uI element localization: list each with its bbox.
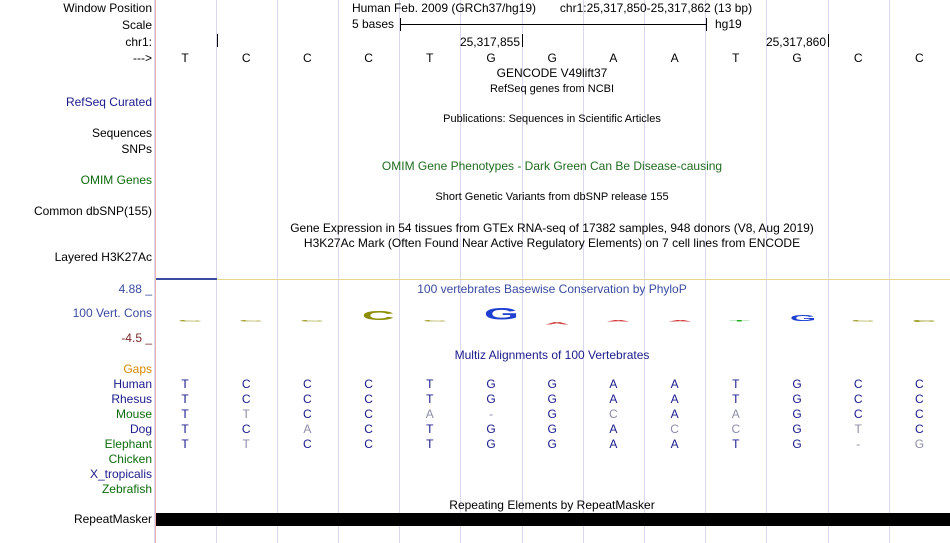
alignment-base: T bbox=[242, 407, 250, 421]
omim-genes-label[interactable]: OMIM Genes bbox=[80, 173, 152, 187]
alignment-base: C bbox=[303, 392, 312, 406]
coord-tick-2 bbox=[828, 34, 829, 47]
publications-track-title: Publications: Sequences in Scientific Articles bbox=[443, 113, 661, 125]
coord-label-2: 25,317,860 bbox=[765, 35, 826, 49]
scale-bar-left-tick bbox=[400, 18, 401, 31]
alignment-base: G bbox=[547, 437, 557, 451]
alignment-base: C bbox=[303, 407, 312, 421]
alignment-base: A bbox=[609, 392, 618, 406]
alignment-base: C bbox=[241, 392, 251, 406]
alignment-base: C bbox=[364, 437, 373, 451]
repeatmasker-bar[interactable] bbox=[156, 513, 950, 526]
sequence-base: C bbox=[241, 51, 251, 65]
gencode-track-title[interactable]: GENCODE V49lift37 bbox=[496, 66, 608, 80]
sequence-base: A bbox=[670, 51, 679, 65]
assembly-text: Human Feb. 2009 (GRCh37/hg19) bbox=[351, 1, 537, 15]
alignment-base: A bbox=[425, 407, 434, 421]
alignment-base: A bbox=[670, 407, 679, 421]
grid-line bbox=[399, 0, 400, 543]
species-label[interactable]: Dog bbox=[129, 422, 152, 436]
dbsnp-label[interactable]: Common dbSNP(155) bbox=[33, 204, 152, 218]
alignment-base: G bbox=[547, 407, 557, 421]
coord-tick-1 bbox=[522, 34, 523, 47]
repeatmasker-track-title: Repeating Elements by RepeatMasker bbox=[449, 498, 655, 512]
grid-line bbox=[705, 0, 706, 543]
phylop-base-glyph: T bbox=[728, 319, 750, 323]
refseq-curated-label[interactable]: RefSeq Curated bbox=[65, 95, 152, 109]
scale-label: Scale bbox=[121, 18, 152, 32]
alignment-base: C bbox=[241, 422, 251, 436]
alignment-base: G bbox=[486, 377, 496, 391]
sequence-base: C bbox=[915, 51, 924, 65]
alignment-base: T bbox=[732, 377, 740, 391]
grid-line bbox=[277, 0, 278, 543]
alignment-base: A bbox=[609, 377, 618, 391]
alignment-base: C bbox=[915, 407, 924, 421]
alignment-base: T bbox=[426, 392, 434, 406]
alignment-base: G bbox=[486, 437, 496, 451]
alignment-base: C bbox=[731, 422, 741, 436]
alignment-base: T bbox=[732, 437, 740, 451]
alignment-base: C bbox=[364, 407, 373, 421]
alignment-base: T bbox=[426, 422, 434, 436]
sequence-base: A bbox=[609, 51, 618, 65]
grid-line bbox=[216, 0, 217, 543]
alignment-base: - bbox=[856, 437, 861, 451]
alignment-base: C bbox=[303, 437, 312, 451]
phylop-base-glyph: G bbox=[484, 303, 519, 324]
alignment-base: G bbox=[914, 437, 925, 451]
chrom-start-tick bbox=[217, 34, 218, 47]
alignment-base: C bbox=[364, 422, 373, 436]
track-separator-line bbox=[155, 279, 950, 280]
alignment-base: G bbox=[547, 422, 557, 436]
sequence-base: T bbox=[732, 51, 740, 65]
alignment-base: C bbox=[364, 377, 373, 391]
grid-line bbox=[460, 0, 461, 543]
alignment-base: G bbox=[792, 377, 802, 391]
grid-line bbox=[828, 0, 829, 543]
scale-bar-right-tick bbox=[706, 18, 707, 31]
repeatmasker-label[interactable]: RepeatMasker bbox=[73, 512, 152, 526]
alignment-base: T bbox=[426, 437, 434, 451]
alignment-base: A bbox=[303, 422, 312, 436]
phylop-base-glyph: G bbox=[790, 313, 817, 323]
alignment-base: T bbox=[181, 437, 189, 451]
refseq-track-subtitle: RefSeq genes from NCBI bbox=[489, 83, 615, 95]
alignment-base: G bbox=[792, 422, 802, 436]
phylop-base-glyph: A bbox=[606, 319, 631, 323]
species-label[interactable]: Zebrafish bbox=[101, 482, 152, 496]
phylop-base-glyph: C bbox=[851, 319, 876, 323]
alignment-base: A bbox=[670, 437, 679, 451]
alignment-base: C bbox=[853, 377, 863, 391]
alignment-base: C bbox=[670, 422, 679, 436]
sequence-base: T bbox=[181, 51, 189, 65]
alignment-base: C bbox=[915, 392, 924, 406]
strand-label: ---> bbox=[133, 51, 152, 65]
alignment-base: G bbox=[547, 392, 557, 406]
alignment-base: A bbox=[670, 392, 679, 406]
position-text: chr1:25,317,850-25,317,862 (13 bp) bbox=[559, 1, 753, 15]
sequence-base: C bbox=[853, 51, 863, 65]
alignment-base: G bbox=[547, 377, 557, 391]
alignment-base: T bbox=[854, 422, 862, 436]
species-label[interactable]: Elephant bbox=[104, 437, 152, 451]
alignment-base: T bbox=[242, 437, 250, 451]
sequence-base: G bbox=[792, 51, 802, 65]
phylop-base-glyph: C bbox=[361, 308, 394, 323]
phylop-track-title: 100 vertebrates Basewise Conservation by PhyloP bbox=[417, 282, 687, 296]
alignment-base: T bbox=[181, 407, 189, 421]
h3k27ac-label[interactable]: Layered H3K27Ac bbox=[54, 250, 152, 264]
species-label[interactable]: X_tropicalis bbox=[89, 467, 152, 481]
phylop-max-label: 4.88 _ bbox=[118, 282, 152, 296]
phylop-base-glyph: C bbox=[422, 319, 448, 323]
alignment-base: C bbox=[303, 377, 312, 391]
phylop-top-bar bbox=[156, 278, 217, 280]
phylop-base-glyph: A bbox=[667, 319, 692, 323]
grid-line bbox=[338, 0, 339, 543]
sequences-label[interactable]: Sequences bbox=[91, 126, 152, 140]
species-label[interactable]: Human bbox=[113, 377, 152, 391]
sequence-base: T bbox=[426, 51, 434, 65]
species-label[interactable]: Rhesus bbox=[111, 392, 152, 406]
dbsnp-track-title: Short Genetic Variants from dbSNP release 155 bbox=[435, 191, 669, 203]
grid-line bbox=[644, 0, 645, 543]
alignment-base: C bbox=[853, 407, 863, 421]
alignment-base: C bbox=[364, 392, 373, 406]
image-left-edge bbox=[155, 0, 156, 543]
alignment-base: T bbox=[181, 422, 189, 436]
coord-label-1: 25,317,855 bbox=[459, 35, 520, 49]
alignment-base: A bbox=[609, 437, 618, 451]
phylop-base-glyph: C bbox=[912, 319, 937, 323]
alignment-base: G bbox=[792, 407, 802, 421]
alignment-base: A bbox=[731, 407, 740, 421]
alignment-base: - bbox=[489, 407, 493, 421]
scale-bar bbox=[400, 24, 706, 25]
scale-text: 5 bases bbox=[351, 17, 395, 31]
omim-track-title: OMIM Gene Phenotypes - Dark Green Can Be Disease-causing bbox=[381, 159, 723, 173]
alignment-base: C bbox=[915, 422, 924, 436]
phylop-base-glyph: C bbox=[239, 319, 264, 323]
phylop-base-glyph: C bbox=[178, 319, 203, 323]
alignment-base: C bbox=[241, 377, 251, 391]
alignment-base: G bbox=[486, 392, 496, 406]
grid-line bbox=[766, 0, 767, 543]
snps-label[interactable]: SNPs bbox=[121, 142, 152, 156]
alignment-base: T bbox=[732, 392, 740, 406]
species-label[interactable]: Mouse bbox=[115, 407, 152, 421]
phylop-min-label: -4.5 _ bbox=[121, 331, 152, 345]
multiz-track-title: Multiz Alignments of 100 Vertebrates bbox=[454, 348, 650, 362]
window-position-label: Window Position bbox=[63, 1, 152, 15]
sequence-base: G bbox=[486, 51, 496, 65]
alignment-base: C bbox=[609, 407, 618, 421]
gaps-label[interactable]: Gaps bbox=[123, 362, 152, 376]
alignment-base: G bbox=[792, 392, 802, 406]
alignment-base: T bbox=[426, 377, 434, 391]
sequence-base: C bbox=[303, 51, 312, 65]
phylop-label[interactable]: 100 Vert. Cons bbox=[72, 306, 152, 320]
h3k27ac-track-title: H3K27Ac Mark (Often Found Near Active Regulatory Elements) on 7 cell lines from ENCODE bbox=[303, 236, 801, 250]
alignment-base: G bbox=[792, 437, 802, 451]
species-label[interactable]: Chicken bbox=[108, 452, 152, 466]
alignment-base: T bbox=[181, 377, 189, 391]
sequence-base: C bbox=[364, 51, 373, 65]
phylop-base-glyph: A bbox=[545, 321, 570, 326]
alignment-base: G bbox=[486, 422, 496, 436]
alignment-base: C bbox=[915, 377, 924, 391]
sequence-base: G bbox=[547, 51, 557, 65]
db-text: hg19 bbox=[715, 17, 742, 31]
alignment-base: A bbox=[670, 377, 679, 391]
alignment-base: C bbox=[853, 392, 863, 406]
alignment-base: T bbox=[181, 392, 189, 406]
phylop-base-glyph: C bbox=[300, 319, 325, 323]
chrom-label: chr1: bbox=[125, 35, 152, 49]
gtex-track-title: Gene Expression in 54 tissues from GTEx RNA-seq of 17382 samples, 948 donors (V8, Aug 2019) bbox=[290, 221, 814, 235]
grid-line bbox=[889, 0, 890, 543]
alignment-base: A bbox=[609, 422, 618, 436]
